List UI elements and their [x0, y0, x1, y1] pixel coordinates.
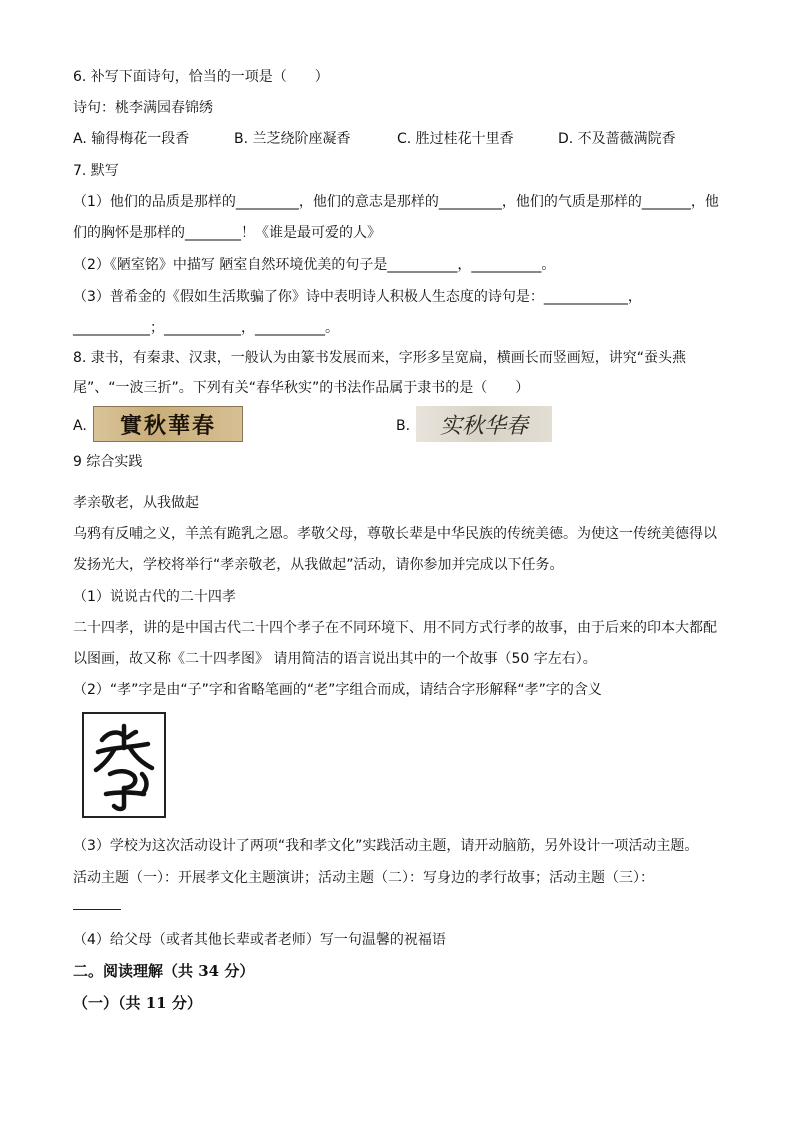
q6-poem: 诗句：桃李满园春锦绣: [73, 100, 213, 116]
q9-para-1: 乌鸦有反哺之义，羊羔有跪乳之恩。孝敬父母，尊敬长辈是中华民族的传统美德。为使这一传统美德得以: [73, 526, 717, 542]
q7-line-4: （3）普希金的《假如生活欺骗了你》诗中表明诗人积极人生态度的诗句是：____________，: [73, 289, 642, 305]
q8-option-b-calligraphy-image: 实秋华春: [416, 406, 552, 442]
seal-glyph-icon: [84, 714, 164, 816]
q6-option-b: B. 兰芝绕阶座凝香: [234, 131, 351, 147]
q7-stem: 7. 默写: [73, 163, 119, 179]
section-2-title: 二。阅读理解（共 34 分）: [73, 962, 255, 980]
q8-option-b-label: B.: [396, 418, 411, 434]
answer-blank[interactable]: [73, 909, 121, 910]
q6-option-d: D. 不及蔷薇满院香: [558, 131, 676, 147]
q9-para-2: 发扬光大，学校将举行“孝亲敬老，从我做起”活动，请你参加并完成以下任务。: [73, 557, 564, 573]
q9-task-3: （3）学校为这次活动设计了两项“我和孝文化”实践活动主题，请开动脑筋，另外设计一项活动主题。: [73, 838, 699, 854]
seal-xiao-image: [82, 712, 166, 818]
q8-option-a-label: A.: [73, 418, 87, 434]
q6-option-c: C. 胜过桂花十里香: [397, 131, 514, 147]
q9-task-1-text-a: 二十四孝，讲的是中国古代二十四个孝子在不同环境下、用不同方式行孝的故事，由于后来的印本大都配: [73, 620, 717, 636]
q9-task-1: （1）说说古代的二十四孝: [73, 589, 236, 605]
q6-stem: 6. 补写下面诗句，恰当的一项是（ ）: [73, 69, 329, 85]
q7-line-3: （2）《陋室铭》中描写 陋室自然环境优美的句子是__________，__________。: [73, 257, 556, 273]
q9-task-4: （4）给父母（或者其他长辈或者老师）写一句温馨的祝福语: [73, 932, 446, 948]
q8-line-2: 尾”、“一波三折”。下列有关“春华秋实”的书法作品属于隶书的是（ ）: [73, 380, 530, 396]
q9-task-2: （2）“孝”字是由“子”字和省略笔画的“老”字组合而成，请结合字形解释“孝”字的含义: [73, 682, 602, 698]
q9-task-3-themes: 活动主题（一）：开展孝文化主题演讲；活动主题（二）：写身边的孝行故事；活动主题（三）：: [73, 870, 654, 886]
q7-line-5: ___________；___________，__________。: [73, 320, 339, 336]
q9-title: 孝亲敬老，从我做起: [73, 495, 199, 511]
q8-line-1: 8. 隶书，有秦隶、汉隶，一般认为由篆书发展而来，字形多呈宽扁，横画长而竖画短，讲究“蚕头燕: [73, 350, 687, 366]
section-2-subtitle: （一）（共 11 分）: [73, 994, 202, 1012]
q8-option-a-calligraphy-image: 實秋華春: [93, 406, 243, 442]
q9-task-1-text-b: 以图画，故又称《二十四孝图》 请用简洁的语言说出其中的一个故事（50 字左右）。: [73, 651, 597, 667]
q9-stem: 9 综合实践: [73, 454, 143, 470]
q7-line-2: 们的胸怀是那样的________！《谁是最可爱的人》: [73, 225, 381, 241]
q7-line-1: （1）他们的品质是那样的_________，他们的意志是那样的_________，他们的气质是那样的_______，他: [73, 194, 719, 210]
q6-option-a: A. 输得梅花一段香: [73, 131, 190, 147]
